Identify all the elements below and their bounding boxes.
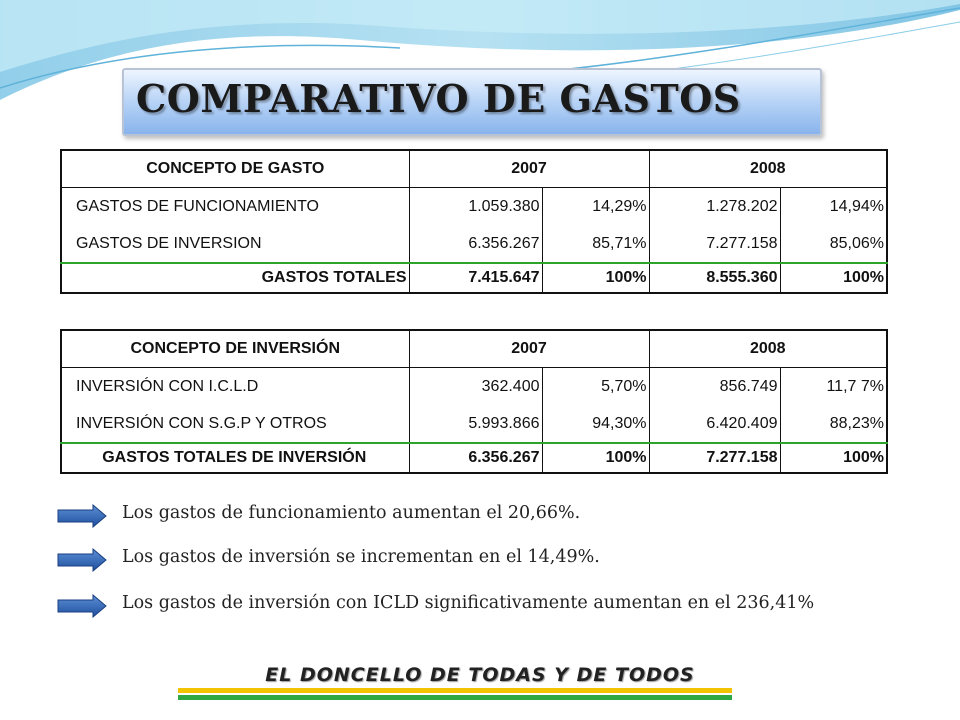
bullet-text: Los gastos de funcionamiento aumentan el 20,66%. xyxy=(122,503,581,523)
value-2007: 5.993.866 xyxy=(409,405,542,443)
row-label: INVERSIÓN CON S.G.P Y OTROS xyxy=(61,405,409,443)
percent-2008: 14,94% xyxy=(780,188,887,226)
value-2008: 6.420.409 xyxy=(649,405,780,443)
table-header-row xyxy=(61,150,887,188)
table-header-row xyxy=(61,330,887,368)
gastos-table xyxy=(60,149,888,294)
arrow-right-icon xyxy=(57,548,107,572)
bullet-text: Los gastos de inversión con ICLD significativamente aumentan en el 236,41% xyxy=(122,593,815,613)
header-2008: 2008 xyxy=(649,330,887,368)
page-title: COMPARATIVO DE GASTOS xyxy=(136,76,741,121)
total-percent-2008: 100% xyxy=(780,443,887,473)
row-label: GASTOS DE FUNCIONAMIENTO xyxy=(61,188,409,226)
percent-2008: 11,7 7% xyxy=(780,368,887,406)
bullet-text: Los gastos de inversión se incrementan en el 14,49%. xyxy=(122,547,600,567)
row-label: INVERSIÓN CON I.C.L.D xyxy=(61,368,409,406)
percent-2008: 85,06% xyxy=(780,225,887,263)
value-2007: 6.356.267 xyxy=(409,225,542,263)
header-2007: 2007 xyxy=(409,330,649,368)
total-value-2008: 7.277.158 xyxy=(649,443,780,473)
table-row xyxy=(61,225,887,263)
list-item xyxy=(57,500,937,532)
value-2008: 7.277.158 xyxy=(649,225,780,263)
table-row xyxy=(61,368,887,406)
list-item xyxy=(57,590,937,622)
value-2008: 856.749 xyxy=(649,368,780,406)
value-2008: 1.278.202 xyxy=(649,188,780,226)
percent-2007: 94,30% xyxy=(542,405,649,443)
header-concepto: CONCEPTO DE INVERSIÓN xyxy=(61,330,409,368)
total-value-2007: 7.415.647 xyxy=(409,263,542,293)
table-row xyxy=(61,188,887,226)
percent-2008: 88,23% xyxy=(780,405,887,443)
header-2007: 2007 xyxy=(409,150,649,188)
total-percent-2008: 100% xyxy=(780,263,887,293)
header-concepto: CONCEPTO DE GASTO xyxy=(61,150,409,188)
row-label: GASTOS DE INVERSION xyxy=(61,225,409,263)
total-value-2008: 8.555.360 xyxy=(649,263,780,293)
list-item xyxy=(57,544,937,576)
value-2007: 1.059.380 xyxy=(409,188,542,226)
table-row xyxy=(61,405,887,443)
arrow-right-icon xyxy=(57,504,107,528)
total-value-2007: 6.356.267 xyxy=(409,443,542,473)
title-banner xyxy=(122,68,822,136)
arrow-right-icon xyxy=(57,594,107,618)
header-2008: 2008 xyxy=(649,150,887,188)
total-percent-2007: 100% xyxy=(542,443,649,473)
footer-slogan: EL DONCELLO DE TODAS Y DE TODOS xyxy=(265,664,695,686)
inversion-table xyxy=(60,329,888,474)
total-row xyxy=(61,443,887,473)
total-label: GASTOS TOTALES xyxy=(61,263,409,293)
percent-2007: 5,70% xyxy=(542,368,649,406)
total-percent-2007: 100% xyxy=(542,263,649,293)
total-label: GASTOS TOTALES DE INVERSIÓN xyxy=(61,443,409,473)
value-2007: 362.400 xyxy=(409,368,542,406)
percent-2007: 85,71% xyxy=(542,225,649,263)
total-row xyxy=(61,263,887,293)
footer-stripe-green xyxy=(178,695,732,700)
percent-2007: 14,29% xyxy=(542,188,649,226)
